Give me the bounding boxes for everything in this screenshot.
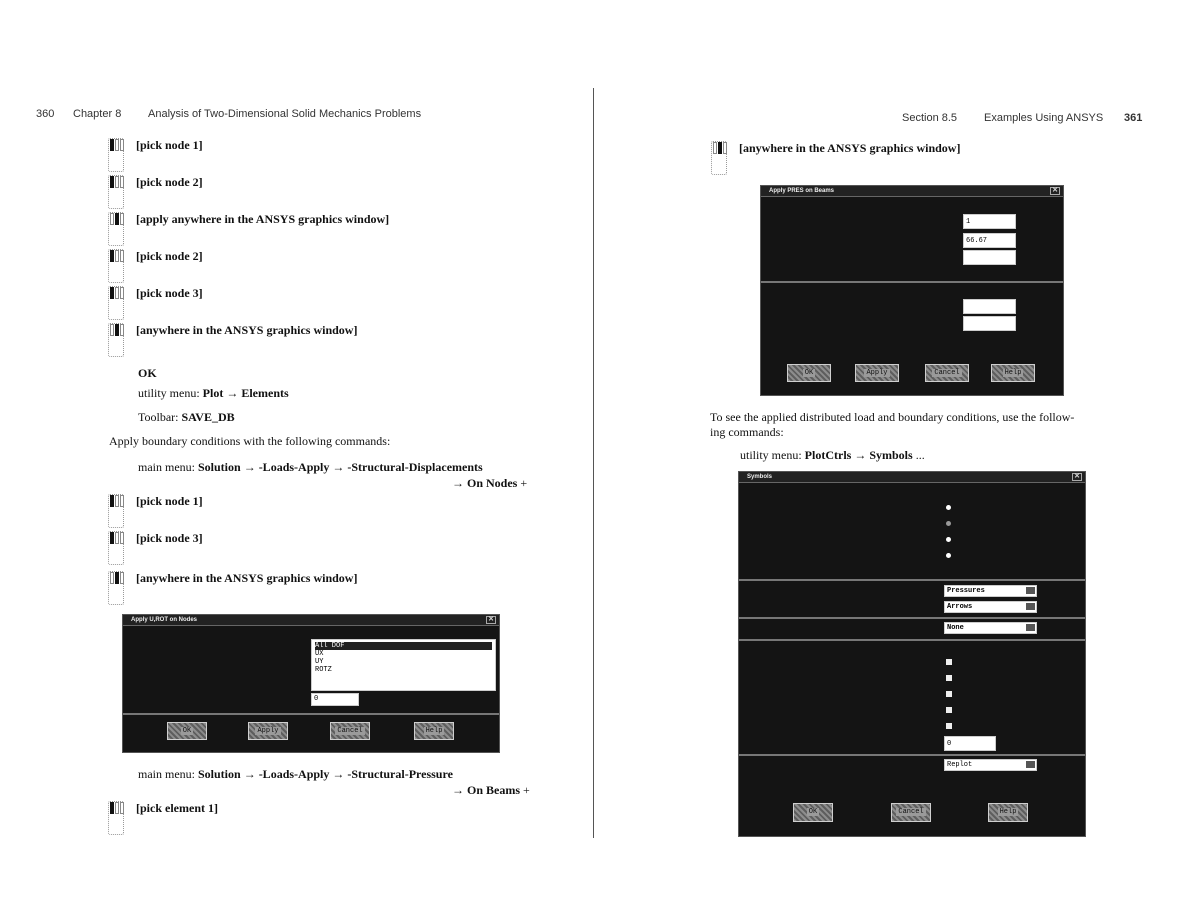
dialog-title-bar bbox=[739, 472, 1085, 483]
arrow-glyph: → bbox=[332, 767, 345, 781]
structural-displacements-label: -Structural-Displacements bbox=[347, 460, 483, 474]
apply-urot-dialog bbox=[122, 614, 500, 753]
structural-pressure-label: -Structural-Pressure bbox=[347, 767, 453, 781]
ok-command: OK bbox=[138, 366, 157, 380]
checkbox-3[interactable] bbox=[946, 691, 952, 697]
utility-prefix: utility menu: bbox=[138, 386, 200, 400]
dialog-title: Symbols bbox=[747, 474, 773, 480]
cancel-button-label: Cancel bbox=[337, 727, 363, 735]
loads-apply-label: -Loads-Apply bbox=[258, 460, 330, 474]
step-pick-node-1: [pick node 1] bbox=[136, 138, 203, 152]
left-mouse-button-icon bbox=[108, 286, 124, 320]
apply-button-label: Apply bbox=[257, 727, 279, 735]
arrow-glyph: → bbox=[854, 448, 867, 462]
ok-button-label: OK bbox=[804, 369, 814, 377]
section-label: Section 8.5 bbox=[902, 112, 958, 124]
ok-button-label: OK bbox=[808, 808, 818, 816]
dof-listbox[interactable] bbox=[311, 639, 496, 691]
close-icon[interactable]: ✕ bbox=[486, 616, 496, 624]
bc-symbol-radio-2[interactable] bbox=[946, 521, 951, 526]
numeric-input[interactable]: 0 bbox=[944, 736, 996, 751]
ok-button-label: OK bbox=[182, 727, 192, 735]
left-mouse-button-icon bbox=[108, 494, 124, 528]
help-button[interactable] bbox=[991, 364, 1035, 382]
dof-option-all[interactable]: All DOF bbox=[315, 642, 492, 650]
replot-value: Replot bbox=[947, 761, 973, 769]
checkbox-1[interactable] bbox=[946, 659, 952, 665]
help-button-label: Help bbox=[425, 727, 443, 735]
on-nodes-label: On Nodes bbox=[467, 476, 518, 490]
solution-label: Solution bbox=[198, 460, 241, 474]
help-button-label: Help bbox=[999, 808, 1017, 816]
body-text-line-1: To see the applied distributed load and boundary conditions, use the follow- bbox=[710, 410, 1075, 424]
arrow-glyph: → bbox=[452, 783, 464, 797]
dof-option-ux[interactable]: UX bbox=[315, 650, 324, 658]
left-page-number: 360 bbox=[36, 108, 55, 120]
on-beams-label: On Beams bbox=[467, 783, 521, 797]
ok-button[interactable] bbox=[787, 364, 831, 382]
step-pick-node-3b: [pick node 3] bbox=[136, 531, 203, 545]
divider bbox=[739, 639, 1085, 641]
bc-intro-text: Apply boundary conditions with the following commands: bbox=[109, 434, 391, 448]
step-pick-node-2b: [pick node 2] bbox=[136, 249, 203, 263]
toolbar-prefix: Toolbar: bbox=[138, 410, 179, 424]
cancel-button[interactable] bbox=[891, 803, 931, 822]
step-pick-element-1: [pick element 1] bbox=[136, 801, 218, 815]
cancel-button-label: Cancel bbox=[934, 369, 960, 377]
close-icon[interactable]: ✕ bbox=[1050, 187, 1060, 195]
replot-select[interactable] bbox=[944, 759, 1037, 771]
load-key-input[interactable]: 1 bbox=[963, 214, 1016, 229]
pressure-end-input[interactable] bbox=[963, 250, 1016, 265]
help-button[interactable] bbox=[414, 722, 454, 740]
left-mouse-button-icon bbox=[108, 175, 124, 209]
solution-label: Solution bbox=[198, 767, 241, 781]
plot-label: Plot bbox=[202, 386, 224, 400]
middle-mouse-button-icon bbox=[711, 141, 727, 175]
loads-apply-label: -Loads-Apply bbox=[258, 767, 330, 781]
offset-i-input[interactable] bbox=[963, 299, 1016, 314]
surface-load-value: Pressures bbox=[947, 587, 985, 595]
right-page-number: 361 bbox=[1124, 112, 1143, 124]
checkbox-5[interactable] bbox=[946, 723, 952, 729]
toolbar-save-db bbox=[138, 410, 235, 425]
on-nodes-path bbox=[452, 476, 527, 491]
elements-label: Elements bbox=[241, 386, 289, 400]
main-menu-prefix: main menu: bbox=[138, 460, 195, 474]
main-menu-displacements-path bbox=[138, 460, 483, 475]
divider bbox=[739, 754, 1085, 756]
middle-mouse-button-icon bbox=[108, 323, 124, 357]
chapter-title: Analysis of Two-Dimensional Solid Mechanics Problems bbox=[148, 108, 422, 120]
body-load-value: None bbox=[947, 624, 964, 632]
save-db-label: SAVE_DB bbox=[181, 410, 235, 424]
divider bbox=[739, 617, 1085, 619]
ok-button[interactable] bbox=[167, 722, 207, 740]
symbols-dialog bbox=[738, 471, 1086, 837]
dof-option-rotz[interactable]: ROTZ bbox=[315, 666, 332, 674]
divider bbox=[123, 713, 499, 715]
divider bbox=[739, 579, 1085, 581]
dof-option-uy[interactable]: UY bbox=[315, 658, 324, 666]
utility-prefix: utility menu: bbox=[740, 448, 802, 462]
section-title: Examples Using ANSYS bbox=[984, 112, 1104, 124]
divider bbox=[761, 281, 1063, 283]
apply-button[interactable] bbox=[248, 722, 288, 740]
ok-button[interactable] bbox=[793, 803, 833, 822]
middle-mouse-button-icon bbox=[108, 212, 124, 246]
help-button[interactable] bbox=[988, 803, 1028, 822]
page-gutter bbox=[593, 88, 594, 838]
chevron-down-icon bbox=[1026, 603, 1035, 610]
ellipsis: ... bbox=[915, 448, 925, 462]
dialog-title-bar bbox=[123, 615, 499, 626]
arrow-glyph: → bbox=[332, 460, 345, 474]
show-as-value: Arrows bbox=[947, 603, 973, 611]
offset-j-input[interactable] bbox=[963, 316, 1016, 331]
checkbox-4[interactable] bbox=[946, 707, 952, 713]
apply-button-label: Apply bbox=[866, 369, 888, 377]
dialog-title: Apply U,ROT on Nodes bbox=[131, 617, 197, 623]
surface-load-select[interactable] bbox=[944, 585, 1037, 597]
symbols-label: Symbols bbox=[869, 448, 913, 462]
utility-menu-symbols-path bbox=[740, 448, 925, 463]
body-text-line-2: ing commands: bbox=[710, 425, 784, 439]
cancel-button[interactable] bbox=[925, 364, 969, 382]
step-pick-node-2: [pick node 2] bbox=[136, 175, 203, 189]
body-load-select[interactable] bbox=[944, 622, 1037, 634]
arrow-glyph: → bbox=[243, 767, 256, 781]
left-mouse-button-icon bbox=[108, 801, 124, 835]
step-anywhere-graphics-window-b: [anywhere in the ANSYS graphics window] bbox=[136, 571, 358, 585]
utility-menu-plot-elements bbox=[138, 386, 289, 401]
apply-pres-dialog bbox=[760, 185, 1064, 396]
close-icon[interactable]: ✕ bbox=[1072, 473, 1082, 481]
main-menu-prefix: main menu: bbox=[138, 767, 195, 781]
cancel-button-label: Cancel bbox=[898, 808, 924, 816]
arrow-glyph: → bbox=[243, 460, 256, 474]
left-mouse-button-icon bbox=[108, 531, 124, 565]
plotctrls-label: PlotCtrls bbox=[804, 448, 852, 462]
dialog-title: Apply PRES on Beams bbox=[769, 188, 835, 194]
main-menu-pressure-path bbox=[138, 767, 453, 782]
bc-symbol-radio-3[interactable] bbox=[946, 537, 951, 542]
bc-symbol-radio-4[interactable] bbox=[946, 553, 951, 558]
step-pick-node-3: [pick node 3] bbox=[136, 286, 203, 300]
chevron-down-icon bbox=[1026, 587, 1035, 594]
step-apply-graphics-window: [apply anywhere in the ANSYS graphics window] bbox=[136, 212, 390, 226]
arrow-glyph: → bbox=[452, 476, 464, 490]
checkbox-2[interactable] bbox=[946, 675, 952, 681]
left-mouse-button-icon bbox=[108, 138, 124, 172]
on-beams-path bbox=[452, 783, 530, 798]
step-anywhere-graphics-window-r: [anywhere in the ANSYS graphics window] bbox=[739, 141, 961, 155]
chevron-down-icon bbox=[1026, 761, 1035, 768]
apply-button[interactable] bbox=[855, 364, 899, 382]
bc-symbol-radio-1[interactable] bbox=[946, 505, 951, 510]
arrow-glyph: → bbox=[226, 386, 239, 400]
pressure-value-input[interactable]: 66.67 bbox=[963, 233, 1016, 248]
show-as-select[interactable] bbox=[944, 601, 1037, 613]
chapter-label: Chapter 8 bbox=[73, 108, 122, 120]
chevron-down-icon bbox=[1026, 624, 1035, 631]
left-mouse-button-icon bbox=[108, 249, 124, 283]
dialog-title-bar bbox=[761, 186, 1063, 197]
cancel-button[interactable] bbox=[330, 722, 370, 740]
step-anywhere-graphics-window: [anywhere in the ANSYS graphics window] bbox=[136, 323, 358, 337]
middle-mouse-button-icon bbox=[108, 571, 124, 605]
help-button-label: Help bbox=[1004, 369, 1022, 377]
step-pick-node-1b: [pick node 1] bbox=[136, 494, 203, 508]
displacement-value-input[interactable]: 0 bbox=[311, 693, 359, 706]
plus-sign: + bbox=[520, 476, 528, 490]
plus-sign: + bbox=[523, 783, 530, 797]
